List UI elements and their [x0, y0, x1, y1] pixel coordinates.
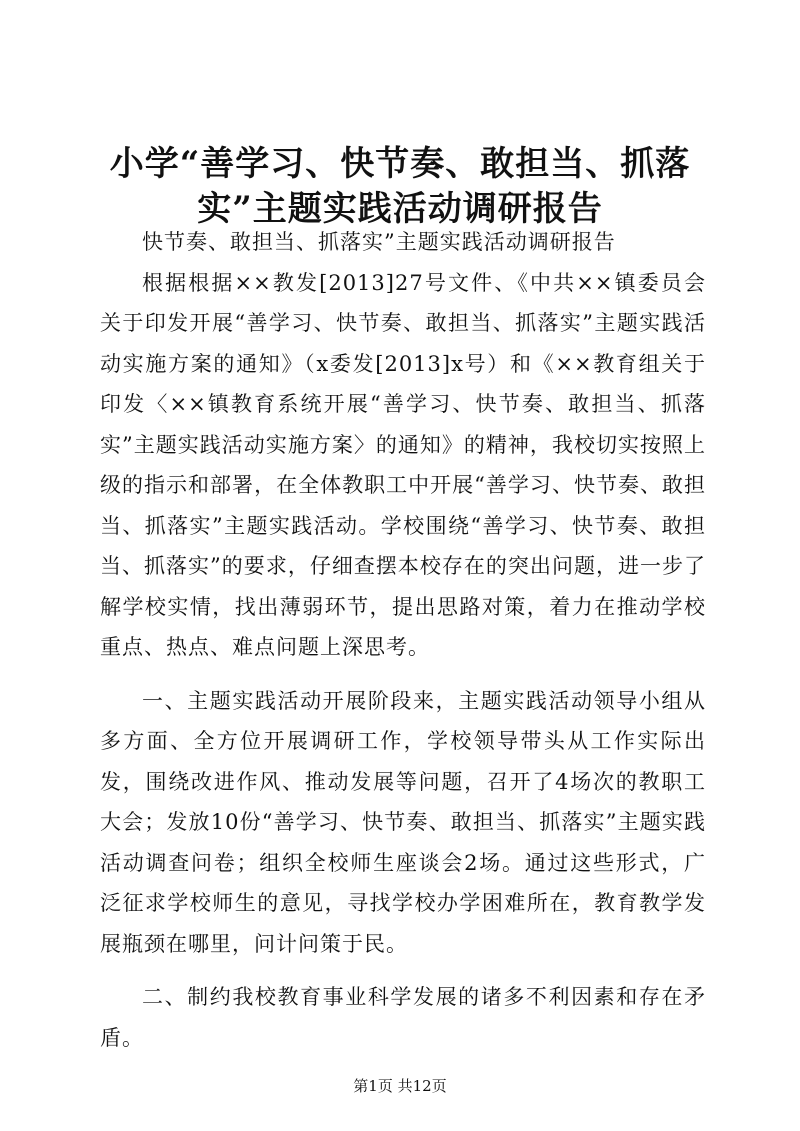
body-paragraph-subtitle: 快节奏、敢担当、抓落实”主题实践活动调研报告 — [142, 230, 616, 254]
document-body — [100, 222, 706, 1058]
page-footer: 第1页 共12页 — [353, 1077, 447, 1095]
body-paragraph-intro: 根据根据××教发[2013]27号文件、《中共××镇委员会关于印发开展“善学习、快节奏、敢担当、抓落实”主题实践活动实施方案的通知》（x委发[2013]x号）和《××教育组关于印发〈××镇教育系统开展“善学习、快节奏、敢担当、抓落实”主题实践活动实施方案〉的通知》的精神，我校切实按照上级的指示和部署，在全体教职工中开展“善学习、快节奏、敢担当、抓落实”主题实践活动。学校围绕“善学习、快节奏、敢担当、抓落实”的要求，仔细查摆本校存在的突出问题，进一步了解学校实情，找出薄弱环节，提出思路对策，着力在推动学校重点、热点、难点问题上深思考。 — [100, 270, 706, 659]
body-paragraph-section-one: 一、主题实践活动开展阶段来，主题实践活动领导小组从多方面、全方位开展调研工作，学校领导带头从工作实际出发，围绕改进作风、推动发展等问题，召开了4场次的教职工大会；发放10份“善学习、快节奏、敢担当、抓落实”主题实践活动调查问卷；组织全校师生座谈会2场。通过这些形式，广泛征求学校师生的意见，寻找学校办学困难所在，教育教学发展瓶颈在哪里，问计问策于民。 — [100, 688, 706, 956]
body-paragraph-section-two: 二、制约我校教育事业科学发展的诸多不利因素和存在矛盾。 — [100, 985, 706, 1050]
document-title: 小学“善学习、快节奏、敢担当、抓落实”主题实践活动调研报告 — [109, 144, 691, 229]
